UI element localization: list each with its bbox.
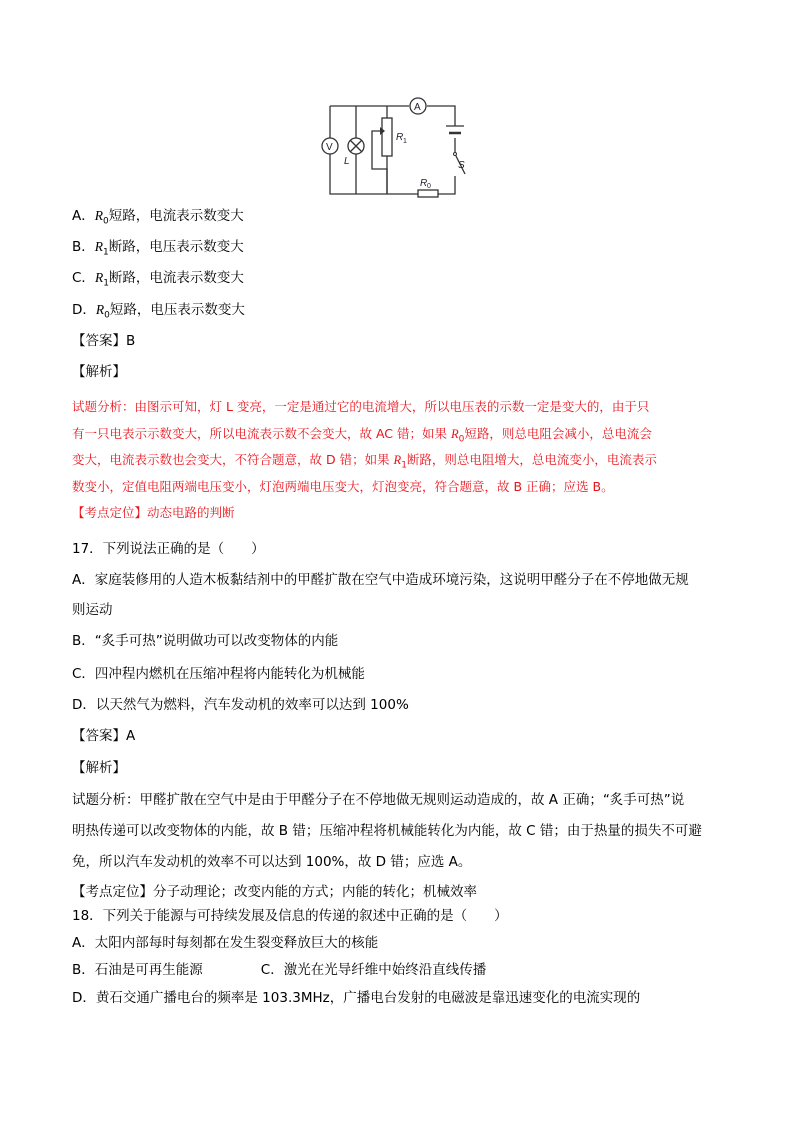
q17-analysis-line-1: 试题分析：甲醛扩散在空气中是由于甲醛分子在不停地做无规则运动造成的，故 A 正确；“炙手可热”说 (72, 792, 685, 808)
q16-analysis-line-1: 试题分析：由图示可知，灯 L 变亮，一定是通过它的电流增大，所以电压表的示数一定是变大的，由于只 (72, 399, 650, 414)
switch-label: S (458, 160, 465, 171)
q16-option-d: D．$R_0$短路，电压表示数变大 (72, 302, 245, 321)
q17-stem: 17．下列说法正确的是（ ） (72, 541, 265, 557)
q18-option-a: A．太阳内部每时每刻都在发生裂变释放巨大的核能 (72, 935, 379, 951)
q18-option-c: C．激光在光导纤维中始终沿直线传播 (260, 962, 487, 978)
rheostat-sub: 1 (403, 138, 407, 145)
voltmeter-label: V (326, 142, 333, 153)
lamp-label: L (344, 156, 350, 167)
resistor-label: R (420, 178, 428, 189)
resistor-sub: 0 (427, 183, 431, 190)
q18-option-b: B．石油是可再生能源 (72, 962, 203, 978)
q17-answer: 【答案】A (72, 728, 136, 744)
q16-analysis-line-2: 有一只电表示示数变大，所以电流表示数不会变大，故 AC 错；如果 $R_0$短路，则总电阻会减小，总电流会 (72, 426, 652, 445)
q17-analysis-line-2: 明热传递可以改变物体的内能，故 B 错；压缩冲程将机械能转化为内能，故 C 错；由于热量的损失不可避 (72, 823, 702, 839)
q17-option-a-cont: 则运动 (72, 602, 113, 618)
q17-analysis-line-3: 免，所以汽车发动机的效率不可以达到 100%，故 D 错；应选 A。 (72, 854, 472, 870)
q16-option-b: B．$R_1$断路，电压表示数变大 (72, 239, 244, 258)
q17-analysis-label: 【解析】 (72, 760, 126, 776)
rheostat-label: R (396, 132, 404, 143)
q16-answer: 【答案】B (72, 333, 136, 349)
q16-analysis-line-3: 变大，电流表示数也会变大，不符合题意，故 D 错；如果 $R_1$断路，则总电阻增大，总电流变小，电流表示 (72, 452, 657, 471)
ammeter-label: A (414, 102, 421, 113)
q18-option-d: D．黄石交通广播电台的频率是 103.3MHz，广播电台发射的电磁波是靠迅速变化的电流实现的 (72, 990, 641, 1006)
q17-option-d: D．以天然气为燃料，汽车发动机的效率可以达到 100% (72, 697, 409, 713)
q16-option-a: A．$R_0$短路，电流表示数变大 (72, 208, 244, 227)
q17-option-a: A．家庭装修用的人造木板黏结剂中的甲醛扩散在空气中造成环境污染，这说明甲醛分子在不停地做无规 (72, 572, 689, 588)
q18-stem: 18．下列关于能源与可持续发展及信息的传递的叙述中正确的是（ ） (72, 908, 508, 924)
q17-point: 【考点定位】分子动理论；改变内能的方式；内能的转化；机械效率 (72, 884, 477, 900)
q16-analysis-line-4: 数变小，定值电阻两端电压变小，灯泡两端电压变大，灯泡变亮，符合题意，故 B 正确；应选 B。 (72, 479, 614, 494)
q17-option-c: C．四冲程内燃机在压缩冲程将内能转化为机械能 (72, 666, 365, 682)
q18-options-bc (72, 961, 486, 979)
q17-option-b: B．“炙手可热”说明做功可以改变物体的内能 (72, 633, 339, 649)
q16-option-c: C．$R_1$断路，电流表示数变大 (72, 270, 244, 289)
q16-analysis-label: 【解析】 (72, 364, 126, 380)
circuit-diagram (318, 96, 468, 200)
q16-point: 【考点定位】动态电路的判断 (72, 505, 235, 520)
